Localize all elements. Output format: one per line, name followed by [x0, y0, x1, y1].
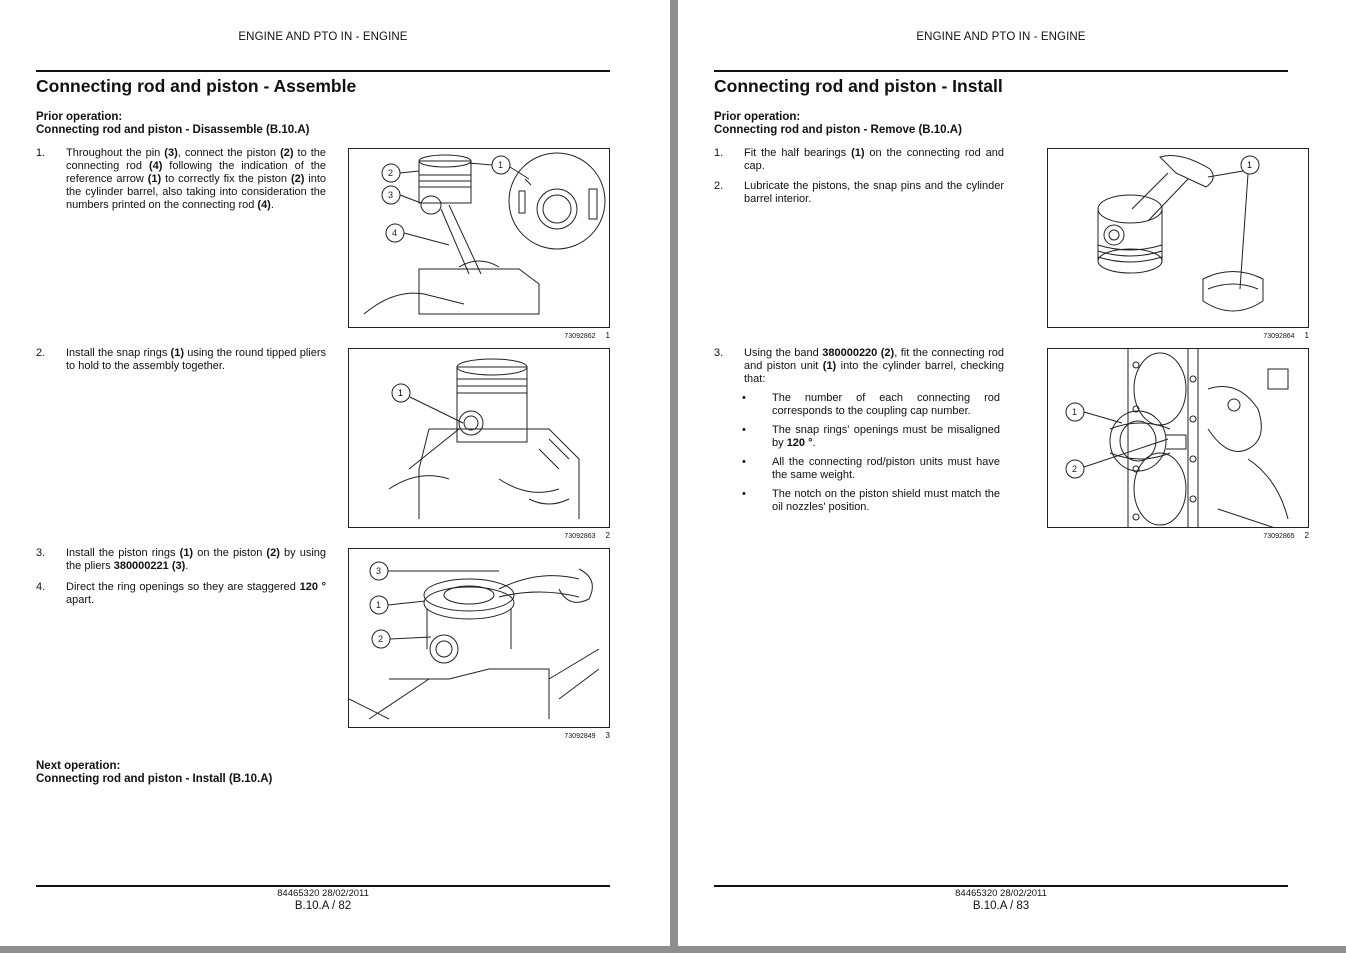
- figure-caption: [1219, 531, 1309, 540]
- step-text: Using the band 380000220 (2), fit the connecting rod and piston unit (1) into the cylinder barrel, checking that:: [744, 347, 1004, 385]
- bullet-text: The notch on the piston shield must match the oil nozzles' position.: [772, 488, 1000, 513]
- callout-label: 2: [1072, 464, 1078, 474]
- next-operation-link[interactable]: Connecting rod and piston - Install (B.10.A): [36, 773, 273, 785]
- prior-operation-label: Prior operation:: [36, 111, 123, 123]
- figure-number: 3: [605, 731, 610, 740]
- step-text: Direct the ring openings so they are staggered 120 ° apart.: [66, 581, 326, 606]
- callout-label: 1: [498, 160, 504, 170]
- half-bearings-illustration: [1048, 149, 1309, 328]
- figure-number: 1: [1304, 331, 1309, 340]
- step-text: Lubricate the pistons, the snap pins and the cylinder barrel interior.: [744, 180, 1004, 205]
- step-3: [36, 547, 326, 573]
- bullet-text: The number of each connecting rod corresponds to the coupling cap number.: [772, 392, 1000, 417]
- footer-document-id: 84465320 28/02/2011: [277, 888, 369, 899]
- step-3: [714, 347, 1004, 514]
- bullet-item: [742, 424, 1000, 450]
- figure-caption: [520, 731, 610, 740]
- callout-label: 2: [388, 168, 394, 178]
- figure-number: 2: [605, 531, 610, 540]
- bullet-text: The snap rings' openings must be misaligned by 120 °.: [772, 424, 1000, 449]
- figure-piston-install: [1047, 348, 1309, 528]
- bullet-item: [742, 456, 1000, 482]
- figure-caption: [1219, 331, 1309, 340]
- bullet-dot: •: [742, 456, 746, 468]
- page-title: Connecting rod and piston - Assemble: [36, 76, 357, 96]
- header-rule: [714, 70, 1288, 72]
- footer-document-id: 84465320 28/02/2011: [955, 888, 1047, 899]
- figure-code: 73092862: [564, 333, 596, 340]
- step-1: [714, 147, 1004, 173]
- figure-half-bearings: [1047, 148, 1309, 328]
- bullet-item: [742, 488, 1000, 514]
- right-page: [678, 0, 1346, 946]
- footer-page-number: B.10.A / 83: [972, 900, 1030, 912]
- callout-label: 3: [376, 566, 382, 576]
- figure-number: 1: [605, 331, 610, 340]
- figure-code: 73092863: [564, 533, 596, 540]
- prior-operation: [36, 111, 309, 137]
- step-text: Throughout the pin (3), connect the piston (2) to the connecting rod (4) following the indication of the reference arrow (1) to correctly fix the piston (2) into the cylinder barrel, also taking into consideration the numbers printed on the connecting rod (4).: [66, 147, 327, 211]
- callout-label: 1: [376, 600, 382, 610]
- step-number: 2.: [36, 347, 46, 359]
- bullet-item: [742, 392, 1000, 418]
- snap-ring-illustration: [349, 349, 610, 528]
- next-operation: [36, 760, 272, 786]
- bullet-dot: •: [742, 392, 746, 404]
- page-title: Connecting rod and piston - Install: [714, 76, 1003, 96]
- callout-label: 1: [1072, 407, 1078, 417]
- step-4: [36, 581, 326, 607]
- callout-label: 4: [392, 228, 398, 238]
- prior-operation-link[interactable]: Connecting rod and piston - Disassemble (B.10.A): [36, 124, 310, 136]
- step-text: Install the piston rings (1) on the piston (2) by using the pliers 380000221 (3).: [66, 547, 327, 572]
- step-2: [714, 180, 1004, 206]
- prior-operation-link[interactable]: Connecting rod and piston - Remove (B.10.A): [714, 124, 962, 136]
- step-number: 2.: [714, 180, 724, 192]
- header-rule: [36, 70, 610, 72]
- bullet-text: All the connecting rod/piston units must have the same weight.: [772, 456, 1000, 481]
- callout-label: 2: [378, 634, 384, 644]
- prior-operation-label: Prior operation:: [714, 111, 801, 123]
- prior-operation: [714, 111, 962, 137]
- footer-page-number: B.10.A / 82: [294, 900, 352, 912]
- callout-label: 1: [1247, 160, 1253, 170]
- step-number: 3.: [36, 547, 46, 559]
- left-page: [0, 0, 670, 946]
- page-header: ENGINE AND PTO IN - ENGINE: [916, 31, 1086, 43]
- step-2: [36, 347, 326, 373]
- piston-rod-illustration: [349, 149, 610, 328]
- callout-label: 1: [398, 388, 404, 398]
- figure-code: 73092865: [1263, 533, 1295, 540]
- bullet-dot: •: [742, 488, 746, 500]
- page-header: ENGINE AND PTO IN - ENGINE: [238, 31, 408, 43]
- figure-caption: [520, 531, 610, 540]
- figure-number: 2: [1304, 531, 1309, 540]
- callout-label: 3: [388, 190, 394, 200]
- bullet-dot: •: [742, 424, 746, 436]
- step-number: 1.: [36, 147, 46, 159]
- figure-piston-rod-assembly: [348, 148, 610, 328]
- figure-snap-rings: [348, 348, 610, 528]
- figure-code: 73092864: [1263, 333, 1295, 340]
- step-number: 1.: [714, 147, 724, 159]
- footer-rule: [36, 885, 610, 887]
- step-number: 3.: [714, 347, 724, 359]
- step-text: Fit the half bearings (1) on the connecting rod and cap.: [744, 147, 1005, 172]
- footer-rule: [714, 885, 1288, 887]
- step-1: [36, 147, 326, 212]
- piston-rings-illustration: [349, 549, 610, 728]
- next-operation-label: Next operation:: [36, 760, 121, 772]
- step-number: 4.: [36, 581, 46, 593]
- figure-code: 73092849: [564, 733, 596, 740]
- figure-caption: [520, 331, 610, 340]
- step-text: Install the snap rings (1) using the round tipped pliers to hold to the assembly together.: [66, 347, 326, 372]
- figure-piston-rings: [348, 548, 610, 728]
- piston-install-illustration: [1048, 349, 1309, 528]
